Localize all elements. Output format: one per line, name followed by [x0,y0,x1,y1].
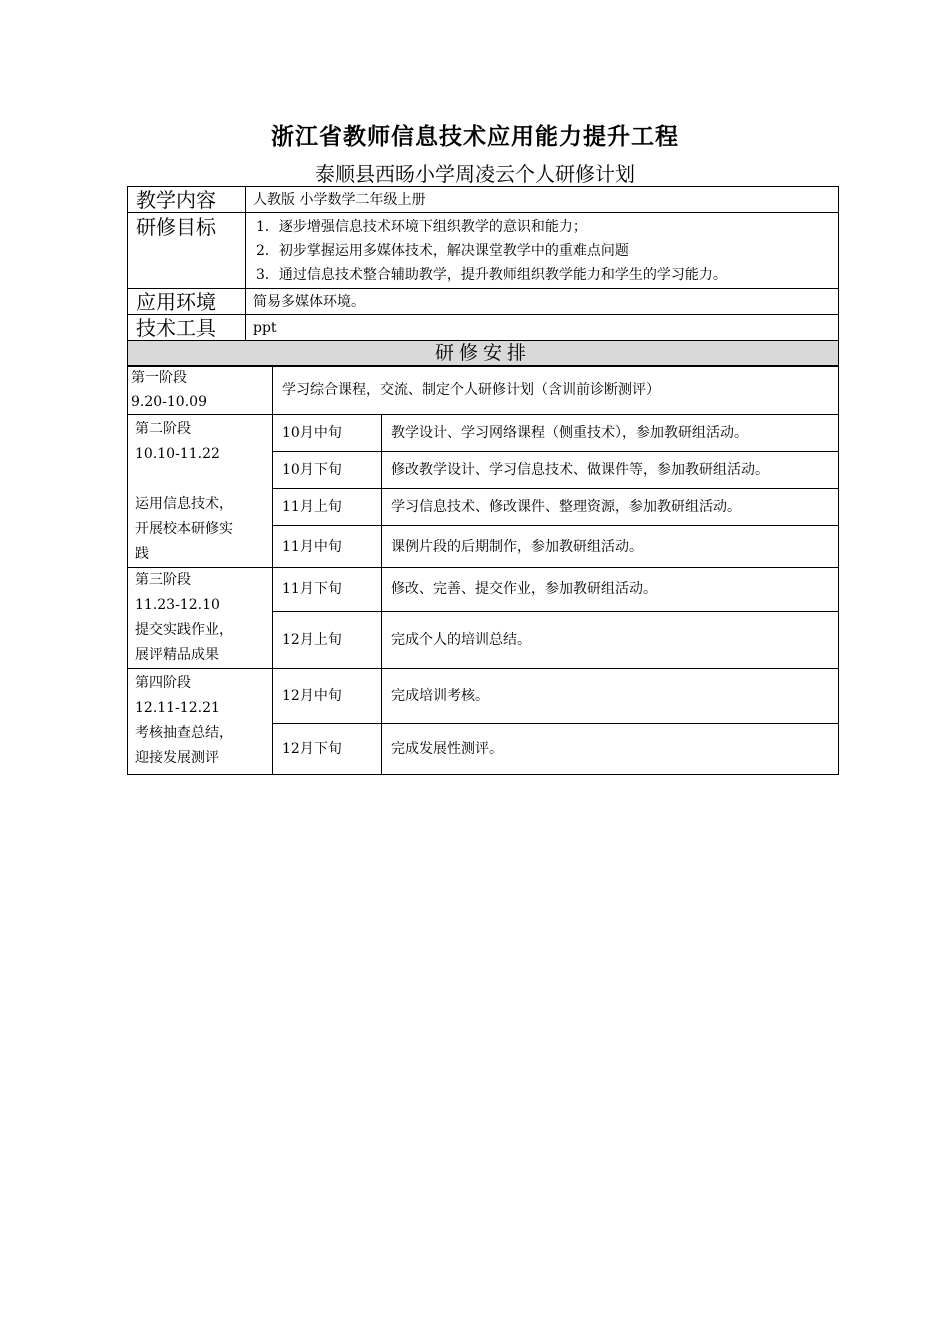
task-cell: 完成培训考核。 [382,669,839,724]
task-cell: 课例片段的后期制作，参加教研组活动。 [382,526,839,568]
task-cell: 修改、完善、提交作业，参加教研组活动。 [382,568,839,612]
stage-dates: 12.11-12.21 [135,700,220,716]
month-cell: 11月上旬 [273,488,382,525]
stage-spacer [135,467,272,492]
month-cell: 11月中旬 [273,526,382,568]
stage-dates: 11.23-12.10 [135,597,220,613]
stage-cell [128,568,273,669]
stage-cell [128,415,273,568]
stage-name: 第一阶段 [131,370,187,386]
stage-name: 第三阶段 [135,572,191,588]
month-cell: 10月下旬 [273,452,382,488]
content-label: 教学内容 [128,187,246,213]
stage-desc: 展评精品成果 [135,647,219,663]
document-subtitle: 泰顺县西旸小学周凌云个人研修计划 [315,162,635,186]
month-cell: 12月中旬 [273,669,382,724]
env-label: 应用环境 [128,289,246,315]
month-cell: 12月下旬 [273,724,382,775]
task-cell: 修改教学设计、学习信息技术、做课件等，参加教研组活动。 [382,452,839,488]
schedule-heading: 研修安排 [128,341,839,367]
stage-desc: 开展校本研修实 [135,521,233,537]
schedule-table [127,365,839,775]
task-cell: 学习信息技术、修改课件、整理资源，参加教研组活动。 [382,488,839,525]
stage-desc: 迎接发展测评 [135,750,219,766]
stage-cell [128,669,273,775]
env-value: 简易多媒体环境。 [246,289,839,315]
goal-item: 3．通过信息技术整合辅助教学，提升教师组织教学能力和学生的学习能力。 [256,266,727,283]
goals-label: 研修目标 [128,213,246,289]
stage-name: 第四阶段 [135,675,191,691]
task-cell: 完成个人的培训总结。 [382,611,839,668]
stage-desc: 提交实践作业， [135,622,233,638]
stage-desc: 运用信息技术， [135,496,233,512]
goal-item: 1．逐步增强信息技术环境下组织教学的意识和能力； [256,218,587,235]
task-cell: 教学设计、学习网络课程（侧重技术），参加教研组活动。 [382,415,839,452]
tools-label: 技术工具 [128,315,246,341]
stage-dates: 9.20-10.09 [131,394,207,410]
task-cell: 完成发展性测评。 [382,724,839,775]
content-value: 人教版 小学数学二年级上册 [246,187,839,213]
stage-desc: 践 [135,546,149,562]
stage-dates: 10.10-11.22 [135,446,220,462]
goal-item: 2．初步掌握运用多媒体技术，解决课堂教学中的重难点问题 [256,242,629,259]
plan-info-table [127,186,839,367]
month-cell: 12月上旬 [273,611,382,668]
document-title: 浙江省教师信息技术应用能力提升工程 [271,123,679,150]
month-cell: 10月中旬 [273,415,382,452]
stage-desc: 考核抽查总结， [135,725,233,741]
stage-cell [128,366,273,415]
stage-name: 第二阶段 [135,421,191,437]
stage-task: 学习综合课程，交流、制定个人研修计划（含训前诊断测评） [273,366,839,415]
goals-list [246,213,839,289]
month-cell: 11月下旬 [273,568,382,612]
tools-value: ppt [246,315,839,341]
